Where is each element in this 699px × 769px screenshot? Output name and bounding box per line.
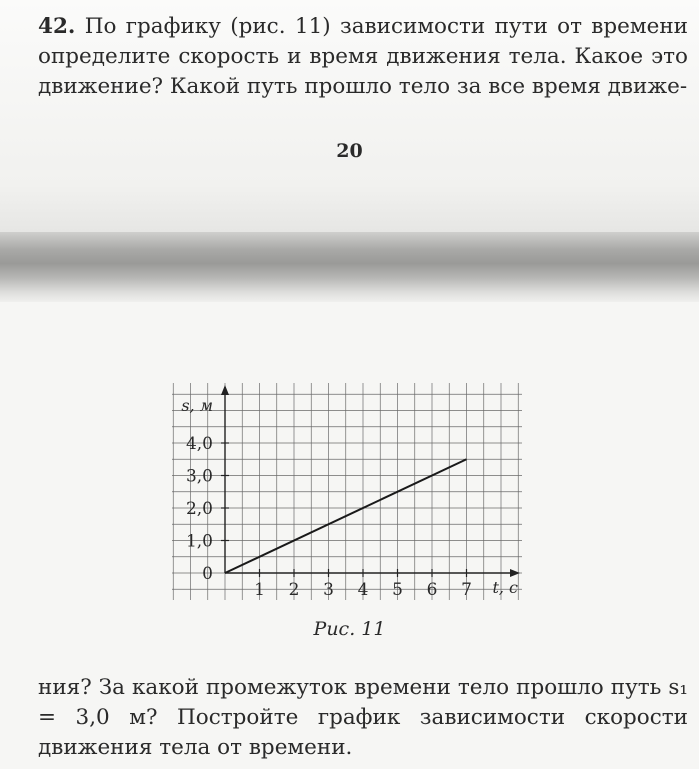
problem-text-bottom: ния? За какой промежуток времени тело прошло путь s₁ = 3,0 м? Постройте график зависимости скорости движения тела от времени. bbox=[38, 675, 688, 760]
y-axis-arrow bbox=[221, 385, 229, 395]
y-tick-label: 4,0 bbox=[185, 434, 213, 454]
book-binding bbox=[0, 232, 699, 302]
distance-time-chart bbox=[150, 368, 550, 618]
figure-11 bbox=[150, 368, 550, 638]
y-tick-label: 1,0 bbox=[185, 531, 213, 552]
x-tick-label: 6 bbox=[426, 580, 438, 600]
x-tick-label: 7 bbox=[461, 580, 472, 600]
x-tick-label: 5 bbox=[392, 580, 403, 600]
y-tick-label: 3,0 bbox=[185, 466, 213, 487]
x-tick-label: 4 bbox=[357, 580, 369, 600]
page-top bbox=[0, 0, 699, 232]
problem-text-top-body: По графику (рис. 11) зависимости пути от времени определите скорость и время движения тела. Какое это движение? Какой путь прошло тело за все время движе- bbox=[38, 14, 688, 99]
page-number: 20 bbox=[336, 140, 363, 162]
x-tick-label: 3 bbox=[323, 580, 334, 600]
y-axis-label: s, м bbox=[181, 396, 213, 415]
problem-text-top bbox=[38, 12, 688, 102]
y-tick-label: 0 bbox=[202, 564, 213, 584]
figure-caption: Рис. 11 bbox=[313, 618, 386, 640]
x-tick-label: 2 bbox=[288, 580, 300, 600]
x-axis-label: t, с bbox=[492, 578, 518, 597]
problem-number: 42. bbox=[38, 14, 76, 39]
y-tick-label: 2,0 bbox=[185, 499, 213, 519]
x-tick-label: 1 bbox=[254, 580, 265, 600]
